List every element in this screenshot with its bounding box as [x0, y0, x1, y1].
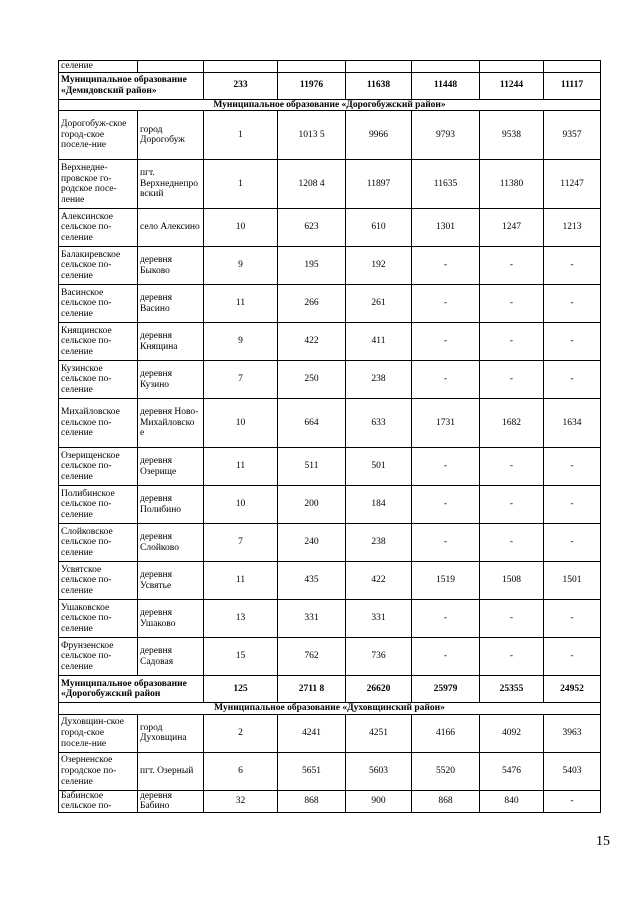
table-row [59, 285, 601, 323]
value-cell: 610 [346, 209, 412, 247]
administrative-center: деревня Усвятье [138, 562, 204, 600]
table-row [59, 752, 601, 790]
value-cell: 1682 [480, 399, 544, 448]
value-cell: - [544, 524, 601, 562]
table-row [59, 486, 601, 524]
total-value-cell: 11448 [412, 72, 480, 99]
table-row [59, 399, 601, 448]
settlement-name: Духовщин-ское город-ское поселе-ние [59, 714, 138, 752]
table-row [59, 247, 601, 285]
value-cell: 762 [278, 638, 346, 676]
value-cell: 1213 [544, 209, 601, 247]
table-row [59, 714, 601, 752]
value-cell: 411 [346, 323, 412, 361]
value-cell: 11 [204, 285, 278, 323]
value-cell [204, 61, 278, 73]
settlement-name: Полибинское сельское по-селение [59, 486, 138, 524]
value-cell: 13 [204, 600, 278, 638]
value-cell: - [412, 285, 480, 323]
settlement-name: Княщинское сельское по-селение [59, 323, 138, 361]
value-cell: 11380 [480, 160, 544, 209]
settlement-name: Слойковское сельское по-селение [59, 524, 138, 562]
total-value-cell: 25355 [480, 676, 544, 703]
administrative-center: город Духовщина [138, 714, 204, 752]
value-cell: 511 [278, 448, 346, 486]
administrative-center: деревня Быково [138, 247, 204, 285]
value-cell: 32 [204, 790, 278, 812]
value-cell: - [412, 247, 480, 285]
value-cell: 261 [346, 285, 412, 323]
settlement-name: Усвятское сельское по-селение [59, 562, 138, 600]
value-cell: 9793 [412, 111, 480, 160]
value-cell: 1731 [412, 399, 480, 448]
settlement-name: Дорогобуж-ское город-ское поселе-ние [59, 111, 138, 160]
settlement-name: Верхнедне-провское го-родское посе-ление [59, 160, 138, 209]
group-header-row [59, 99, 601, 111]
value-cell: 1519 [412, 562, 480, 600]
value-cell: - [412, 600, 480, 638]
value-cell [412, 61, 480, 73]
table-row [59, 638, 601, 676]
value-cell: - [544, 247, 601, 285]
value-cell: 1208 4 [278, 160, 346, 209]
settlement-name: Кузинское сельское по-селение [59, 361, 138, 399]
value-cell: - [544, 486, 601, 524]
administrative-center: деревня Бабино [138, 790, 204, 812]
table-row [59, 600, 601, 638]
value-cell: 9966 [346, 111, 412, 160]
value-cell: 11247 [544, 160, 601, 209]
value-cell: - [544, 600, 601, 638]
administrative-center: село Алексино [138, 209, 204, 247]
table-row [59, 61, 601, 73]
value-cell: - [480, 247, 544, 285]
total-label: Муниципальное образование «Дорогобужский район [59, 676, 204, 703]
total-row [59, 72, 601, 99]
value-cell: 1501 [544, 562, 601, 600]
total-row [59, 676, 601, 703]
group-header-row [59, 703, 601, 715]
total-value-cell: 125 [204, 676, 278, 703]
value-cell: 238 [346, 524, 412, 562]
value-cell: - [412, 323, 480, 361]
value-cell: 11897 [346, 160, 412, 209]
value-cell: 238 [346, 361, 412, 399]
table-row [59, 524, 601, 562]
value-cell: 5476 [480, 752, 544, 790]
administrative-center: пгт. Озерный [138, 752, 204, 790]
value-cell: 422 [278, 323, 346, 361]
value-cell: 736 [346, 638, 412, 676]
value-cell: - [544, 361, 601, 399]
value-cell: 1508 [480, 562, 544, 600]
value-cell: 900 [346, 790, 412, 812]
settlement-name: Михайловское сельское по-селение [59, 399, 138, 448]
table-row [59, 361, 601, 399]
table-row [59, 562, 601, 600]
value-cell: - [412, 361, 480, 399]
value-cell: 5651 [278, 752, 346, 790]
value-cell: 9 [204, 323, 278, 361]
total-value-cell: 25979 [412, 676, 480, 703]
settlement-name: Озерищенское сельское по-селение [59, 448, 138, 486]
value-cell: 266 [278, 285, 346, 323]
value-cell: - [480, 638, 544, 676]
table-row [59, 160, 601, 209]
value-cell: - [480, 448, 544, 486]
value-cell: 9357 [544, 111, 601, 160]
settlements-table-body [59, 61, 601, 813]
value-cell: - [480, 323, 544, 361]
value-cell: - [544, 638, 601, 676]
value-cell: 1634 [544, 399, 601, 448]
value-cell: 1301 [412, 209, 480, 247]
value-cell: 1 [204, 111, 278, 160]
value-cell: 9 [204, 247, 278, 285]
value-cell: 5403 [544, 752, 601, 790]
value-cell: - [544, 448, 601, 486]
value-cell: - [544, 285, 601, 323]
value-cell: 200 [278, 486, 346, 524]
value-cell: 5520 [412, 752, 480, 790]
value-cell: 422 [346, 562, 412, 600]
administrative-center [138, 61, 204, 73]
value-cell: 7 [204, 524, 278, 562]
value-cell: 6 [204, 752, 278, 790]
table-row [59, 323, 601, 361]
value-cell [278, 61, 346, 73]
value-cell: 331 [346, 600, 412, 638]
value-cell: 1 [204, 160, 278, 209]
administrative-center: деревня Слойково [138, 524, 204, 562]
value-cell: 664 [278, 399, 346, 448]
value-cell: - [480, 486, 544, 524]
value-cell: 5603 [346, 752, 412, 790]
value-cell: 15 [204, 638, 278, 676]
value-cell: 633 [346, 399, 412, 448]
value-cell: 10 [204, 209, 278, 247]
settlement-name: Васинское сельское по-селение [59, 285, 138, 323]
total-label: Муниципальное образование «Демидовский район» [59, 72, 204, 99]
table-row [59, 111, 601, 160]
settlement-name: Алексинское сельское по-селение [59, 209, 138, 247]
table-row [59, 209, 601, 247]
value-cell: 4166 [412, 714, 480, 752]
total-value-cell: 11244 [480, 72, 544, 99]
group-title: Муниципальное образование «Духовщинский район» [59, 703, 601, 715]
administrative-center: пгт. Верхнеднепро вский [138, 160, 204, 209]
administrative-center: деревня Ушаково [138, 600, 204, 638]
value-cell: 240 [278, 524, 346, 562]
administrative-center: город Дорогобуж [138, 111, 204, 160]
value-cell: 7 [204, 361, 278, 399]
value-cell: 11 [204, 562, 278, 600]
total-value-cell: 11638 [346, 72, 412, 99]
table-row [59, 448, 601, 486]
value-cell: 11 [204, 448, 278, 486]
value-cell: - [544, 323, 601, 361]
value-cell: 250 [278, 361, 346, 399]
administrative-center: деревня Княщина [138, 323, 204, 361]
value-cell: 192 [346, 247, 412, 285]
value-cell: - [412, 486, 480, 524]
total-value-cell: 24952 [544, 676, 601, 703]
group-title: Муниципальное образование «Дорогобужский район» [59, 99, 601, 111]
value-cell: 3963 [544, 714, 601, 752]
total-value-cell: 233 [204, 72, 278, 99]
administrative-center: деревня Полибино [138, 486, 204, 524]
value-cell: 1247 [480, 209, 544, 247]
settlement-name: Балакиревское сельское по-селение [59, 247, 138, 285]
settlement-name: Озерненское городское по-селение [59, 752, 138, 790]
value-cell: 184 [346, 486, 412, 524]
value-cell: 868 [278, 790, 346, 812]
value-cell: 10 [204, 486, 278, 524]
value-cell: 9538 [480, 111, 544, 160]
value-cell: 2 [204, 714, 278, 752]
value-cell: 11635 [412, 160, 480, 209]
settlement-name: Фрунзенское сельское по-селение [59, 638, 138, 676]
administrative-center: деревня Ново-Михайловско е [138, 399, 204, 448]
value-cell: 4092 [480, 714, 544, 752]
administrative-center: деревня Васино [138, 285, 204, 323]
administrative-center: деревня Озерище [138, 448, 204, 486]
table-row [59, 790, 601, 812]
value-cell: 868 [412, 790, 480, 812]
value-cell: - [480, 524, 544, 562]
total-value-cell: 11976 [278, 72, 346, 99]
administrative-center: деревня Кузино [138, 361, 204, 399]
total-value-cell: 26620 [346, 676, 412, 703]
value-cell: 435 [278, 562, 346, 600]
value-cell: - [412, 448, 480, 486]
value-cell: - [412, 638, 480, 676]
value-cell: 501 [346, 448, 412, 486]
value-cell [346, 61, 412, 73]
value-cell [480, 61, 544, 73]
total-value-cell: 11117 [544, 72, 601, 99]
value-cell: 623 [278, 209, 346, 247]
page-number: 15 [596, 834, 610, 849]
settlement-name: Ушаковское сельское по-селение [59, 600, 138, 638]
value-cell: 331 [278, 600, 346, 638]
value-cell: 10 [204, 399, 278, 448]
value-cell [544, 61, 601, 73]
value-cell: 4251 [346, 714, 412, 752]
value-cell: - [544, 790, 601, 812]
administrative-center: деревня Садовая [138, 638, 204, 676]
value-cell: 4241 [278, 714, 346, 752]
value-cell: 840 [480, 790, 544, 812]
value-cell: 195 [278, 247, 346, 285]
settlements-table [58, 60, 601, 813]
value-cell: - [480, 361, 544, 399]
settlement-name: селение [59, 61, 138, 73]
value-cell: - [480, 285, 544, 323]
settlement-name: Бабинское сельское по- [59, 790, 138, 812]
value-cell: - [412, 524, 480, 562]
total-value-cell: 2711 8 [278, 676, 346, 703]
value-cell: 1013 5 [278, 111, 346, 160]
value-cell: - [480, 600, 544, 638]
